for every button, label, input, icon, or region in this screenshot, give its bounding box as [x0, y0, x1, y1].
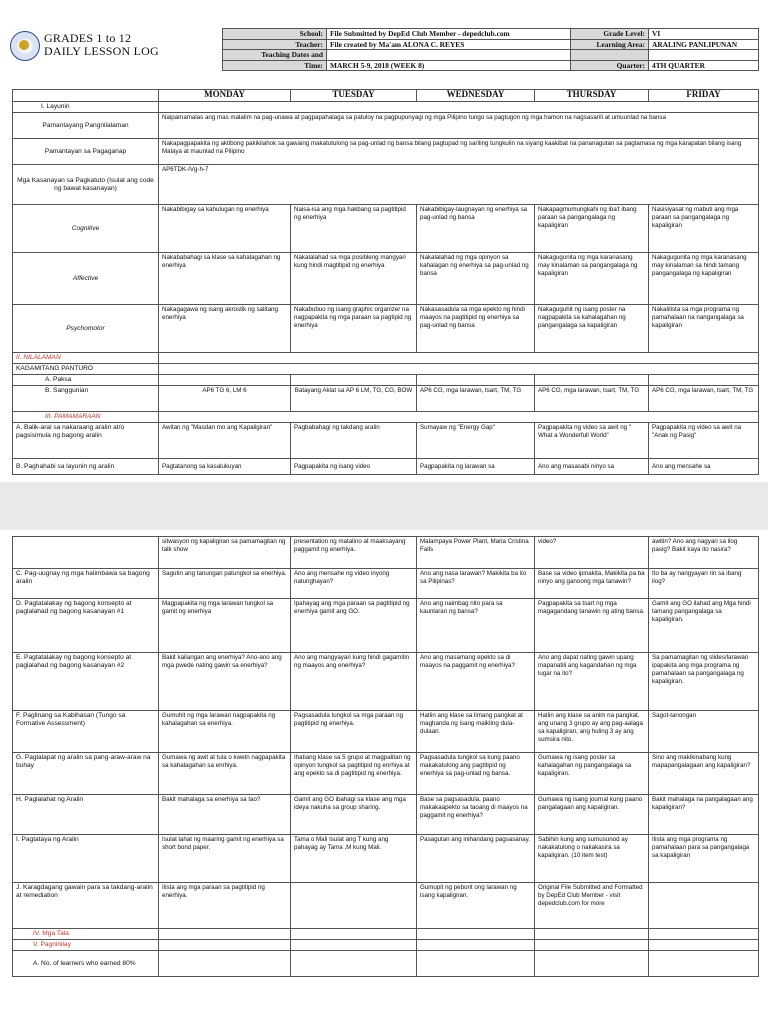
- paglalahat-thursday: Gumawa ng isang journal kung paano pangalagaan ang kapaligiran.: [535, 795, 649, 835]
- kasanayan-label: Mga Kasanayan sa Pagkatuto (Isulat ang code ng bawat kasanayan): [13, 165, 159, 205]
- grade-value: VI: [649, 29, 759, 40]
- affective-friday: Nakagugunita ng mga karanasang may kinalaman sa hindi tamang pangangalaga ng kapaligiran: [649, 253, 759, 305]
- kagamitang-panturo-heading: KAGAMITANG PANTURO: [13, 364, 159, 375]
- takdang-aralin-thursday: Original File Submitted and Formatted by DepEd Club Member - visit depedclub.com for more: [535, 883, 649, 929]
- pag-uugnay-monday: Sagutin ang tanungan patungkol sa enerhiya.: [159, 569, 291, 599]
- page-2: [0, 530, 768, 1024]
- paglinang-thursday: Hatiin ang klase sa anim na pangkat, ang unang 3 grupo ay ang pag-aalaga sa kapaligiran, ang huling 3 ay ang sumsira nito.: [535, 711, 649, 753]
- nilalaman-heading: II. NILALAMAN: [13, 353, 159, 364]
- affective-wednesday: Nakalalahad ng mga opinyon sa kahalagan ng enerhiya sa pag-unlad ng bansa: [417, 253, 535, 305]
- pagtataya-label: I. Pagtataya ng Aralin: [13, 835, 159, 883]
- pagtatalakay-1-tuesday: Ipahayag ang mga paraan sa pagtitipid ng enerhiya gamit ang GO.: [291, 599, 417, 653]
- quarter-label: Quarter:: [571, 60, 649, 71]
- paglalahat-monday: Bakit mahalaga sa enerhiya sa tao?: [159, 795, 291, 835]
- cognitive-friday: Nasisiyasat ng mabuti ang mga paraan sa pangangalaga ng kapaligiran: [649, 205, 759, 253]
- day-friday: FRIDAY: [649, 90, 759, 102]
- paglalahat-wednesday: Base sa pagsasadula, paano makakaapekto sa taoang di maayos na paggamit ng enerhiya?: [417, 795, 535, 835]
- pagtatalakay-2-wednesday: Ano ang masamang epekto sa di maayos na paggamit ng enerhiya?: [417, 653, 535, 711]
- paghahabi-label: B. Paghahabi sa layunin ng aralin: [13, 459, 159, 475]
- balik-aral-friday: Pagpapakita ng video sa awit na "Anak ng Pasig": [649, 423, 759, 459]
- balik-aral-tuesday: Pagbabahagi ng takdang aralin: [291, 423, 417, 459]
- sanggunian-monday: AP6 TG 6, LM 6: [159, 386, 291, 412]
- quarter-value: 4TH QUARTER: [649, 60, 759, 71]
- title-line-2: DAILY LESSON LOG: [44, 44, 159, 58]
- layunin-label: I. Layunin: [13, 102, 159, 113]
- pag-uugnay-wednesday: Ano ang nasa larawan? Makikita ba ito sa Pilipinas?: [417, 569, 535, 599]
- paglalahat-friday: Bakit mahalaga na pangalagaan ang kapaligiran?: [649, 795, 759, 835]
- day-tuesday: TUESDAY: [291, 90, 417, 102]
- cognitive-monday: Nakabibigay sa kahulugan ng enerhiya: [159, 205, 291, 253]
- title-line-1: GRADES 1 to 12: [44, 31, 132, 45]
- pagninilay-heading: V. Pagninilay: [13, 940, 159, 951]
- sanggunian-tuesday: Batayang Aklat sa AP 6 LM, TG, CG, BOW: [291, 386, 417, 412]
- takdang-aralin-tuesday: [291, 883, 417, 929]
- paglinang-friday: Sagot-tanongan: [649, 711, 759, 753]
- psychomotor-wednesday: Nakasasadula sa mga epekto ng hindi maayos na pagtitipid ng enerhiya sa pag-unlad ng bansa: [417, 305, 535, 353]
- day-wednesday: WEDNESDAY: [417, 90, 535, 102]
- sanggunian-friday: AP6 CG, mga larawan, tsart, TM, TG: [649, 386, 759, 412]
- pag-uugnay-tuesday: Ano ang mensahe ng video inyong natunghayan?: [291, 569, 417, 599]
- paghahabi-thursday: Ano ang masasabi ninyo sa: [535, 459, 649, 475]
- psychomotor-monday: Nakagagawa ng isang akrostik ng salitang enerhiya: [159, 305, 291, 353]
- deped-seal-icon: [10, 31, 40, 61]
- affective-label: Affective: [13, 253, 159, 305]
- affective-thursday: Nakagugunita ng mga karanasang may kinalaman sa pangangalaga ng kapaligiran: [535, 253, 649, 305]
- balik-aral-monday: Awitan ng "Masdan mo ang Kapaligiran": [159, 423, 291, 459]
- paghahabi-wednesday-cont: Malampaya Power Plant, Maria Cristina Falls: [417, 537, 535, 569]
- area-label: Learning Area:: [571, 39, 649, 50]
- grade-label: Grade Level:: [571, 29, 649, 40]
- paglinang-wednesday: Hatiin ang klase sa limang pangkat at maghanda ng isang maikling dula-dulaan.: [417, 711, 535, 753]
- paghahabi-thursday-cont: video?: [535, 537, 649, 569]
- paghahabi-friday-cont: awitin? Ano ang nagyari sa ilog pasig? Bakit kaya ito nasira?: [649, 537, 759, 569]
- pagtatalakay-2-tuesday: Ano ang mangyayari kung hindi gagamitin ng maayos ang enerhiya?: [291, 653, 417, 711]
- takdang-aralin-wednesday: Gumupit ng peborit ong larawan ng isang kapaligiran.: [417, 883, 535, 929]
- paglalahat-tuesday: Gamit ang GO ibahagi sa klase ang mga ideya nakuha sa group sharing.: [291, 795, 417, 835]
- pagtatalakay-2-thursday: Ano ang dapat nating gawin upang mapanatili ang kagandahan ng mga lugar na ito?: [535, 653, 649, 711]
- lesson-log-table-page-1: [12, 89, 759, 475]
- psychomotor-thursday: Nakaguguhit ng isang poster na nagpapakita sa kahalagahan ng pangangalaga sa kapaligiran: [535, 305, 649, 353]
- sanggunian-wednesday: AP6 CG, mga larawan, tsart, TM, TG: [417, 386, 535, 412]
- paglalapat-thursday: Gumawa ng isang poster sa kahalagahan ng pangangalaga sa kapaligiran.: [535, 753, 649, 795]
- cognitive-thursday: Nakapagmumungkahi ng iba't ibang paraan sa pangangalaga ng kapaligiran: [535, 205, 649, 253]
- paglalapat-friday: Sino ang makikinabang kung mapapangalagaan ang kapaligiran?: [649, 753, 759, 795]
- psychomotor-label: Psychomotor: [13, 305, 159, 353]
- affective-tuesday: Nakalalahad sa mga posibleng mangyari kung hindi magtitipid ng enerhiya: [291, 253, 417, 305]
- page-gap: [0, 482, 768, 530]
- paglinang-tuesday: Pagsasadula tungkol sa mga paraan ng pagtitipid ng enerhiya.: [291, 711, 417, 753]
- pagtatalakay-1-thursday: Pagpapakita sa tsart ng mga magagandang tanawin ng ating bansa.: [535, 599, 649, 653]
- page-1: [0, 0, 768, 482]
- dates-value: MARCH 5-9, 2018 (WEEK 8): [327, 60, 571, 71]
- pag-uugnay-label: C. Pag-uugnay ng mga halimbawa sa bagong aralin: [13, 569, 159, 599]
- paghahabi-friday: Ano ang mensahe sa: [649, 459, 759, 475]
- time-label: Time:: [223, 60, 327, 71]
- paglinang-label: F. Paglinang sa Kabihasan (Tungo sa Formative Assessment): [13, 711, 159, 753]
- pagtatalakay-1-label: D. Pagtatalakay ng bagong konsepto at paglalahad ng bagong kasanayan #1: [13, 599, 159, 653]
- pagtatalakay-1-monday: Magpapakita ng mga larawan tungkol sa gamit ng enerhiya: [159, 599, 291, 653]
- pag-uugnay-friday: Ito ba ay nangyayari rin sa ibang ilog?: [649, 569, 759, 599]
- paghahabi-monday-cont: sitwasyon ng kapaligiran sa pamamagitan ng talk show: [159, 537, 291, 569]
- area-value: ARALING PANLIPUNAN: [649, 39, 759, 50]
- pamamaraan-heading: III. PAMAMARAAN: [13, 412, 159, 423]
- teacher-value: File created by Ma'am ALONA C. REYES: [327, 39, 571, 50]
- paghahabi-tuesday-cont: presentation ng matalino at maaksayang paggamit ng enerhiya.: [291, 537, 417, 569]
- day-thursday: THURSDAY: [535, 90, 649, 102]
- paglalapat-wednesday: Pagsasadula tungkol sa kung paano makakatulong ang pagtitipid ng enerhiya sa pag-unlad ng bansa.: [417, 753, 535, 795]
- paglalahat-label: H. Paglalahat ng Aralin: [13, 795, 159, 835]
- pamantayang-pangnilalaman-text: Naipamamalas ang mas malalim na pag-unawa at pagpapahalaga sa patuloy na pagpupunyagi ng mga Pilipino tungo sa pagtugon ng mga hamon na nagsasarili at umuunlad na bansa: [159, 113, 759, 139]
- school-label: School:: [223, 29, 327, 40]
- paghahabi-tuesday: Pagpapakita ng isang video: [291, 459, 417, 475]
- cognitive-label: Cognitive: [13, 205, 159, 253]
- pag-uugnay-thursday: Base sa video ipinakita, Makikita pa ba ninyo ang ganoong mga tanawin?: [535, 569, 649, 599]
- pagtatalakay-1-friday: Gamit ang GO ilahad ang Mga hindi tamang pangangalaga sa kapaligiran.: [649, 599, 759, 653]
- pagtatalakay-1-wednesday: Ano ang naimbag nito para sa kaunlaran ng bansa?: [417, 599, 535, 653]
- takdang-aralin-monday: Ilista ang mga paraan sa pagtitipid ng enerhiya.: [159, 883, 291, 929]
- pagtatalakay-2-monday: Bakit kailangan ang enerhiya? Ano-ano ang mga pwede nating gawin sa enerhiya?: [159, 653, 291, 711]
- lesson-log-table-page-2: [12, 536, 759, 977]
- paghahabi-wednesday: Pagpapakita ng larawan sa: [417, 459, 535, 475]
- pagtataya-tuesday: Tama o Mali Isulat ang T kung ang pahayag ay Tama ,M kung Mali.: [291, 835, 417, 883]
- pagtataya-monday: Isulat lahat ng maaring gamit ng enerhiya sa short bond paper.: [159, 835, 291, 883]
- pamantayan-sa-pagaganap-label: Pamantayan sa Pagaganap: [13, 139, 159, 165]
- psychomotor-tuesday: Nakabubuo ng isang graphic organizer na nagpapakita ng mga paraan sa pagtipid ng enerhiya: [291, 305, 417, 353]
- learners-80-label: A. No. of learners who earned 80%: [13, 951, 159, 977]
- balik-aral-label: A. Balik-aral sa nakaraang aralin at/o pagsisimula ng bagong aralin: [13, 423, 159, 459]
- kasanayan-code: AP6TDK-IVg-h-7: [159, 165, 759, 205]
- takdang-aralin-label: J. Karagdagang gawain para sa takdang-aralin at remediation: [13, 883, 159, 929]
- paksa-label: A. Paksa: [13, 375, 159, 386]
- affective-monday: Nakababahagi sa klase sa kahalagahan ng enerhiya: [159, 253, 291, 305]
- document-title: [44, 32, 159, 58]
- takdang-aralin-friday: [649, 883, 759, 929]
- paglalapat-label: G. Paglalapat ng aralin sa pang-araw-araw na buhay: [13, 753, 159, 795]
- pagtataya-wednesday: Pasagutan ang inihandang pagsasanay.: [417, 835, 535, 883]
- psychomotor-friday: Nakalilista sa mga programa ng pamahalaan na nangangalaga sa kapaligiran: [649, 305, 759, 353]
- pagtatalakay-2-label: E. Pagtatalakay ng bagong konsepto at paglalahad ng bagong kasanayan #2: [13, 653, 159, 711]
- header-info-table: [222, 28, 759, 71]
- cognitive-tuesday: Naisa-isa ang mga hakbang sa pagtitipid ng enerhiya: [291, 205, 417, 253]
- pagtataya-friday: Ilista ang mga programa ng pamahalaan para sa pangangalaga sa kapaligiran: [649, 835, 759, 883]
- pagtataya-thursday: Sabihin kung ang sumusunod ay nakakatulong o nakakasira sa kapaligiran. (10 item test): [535, 835, 649, 883]
- dates-label: Teaching Dates and: [223, 50, 327, 61]
- pamantayan-sa-pagaganap-text: Nakapagpapakita ng aktibong pakikilahok sa gawaing makatutulong sa pag-unlad ng bansa bilang pagtupad ng sariling tungkulin na siyang kaakibat na pananagutan sa pagtamasa ng mga karapatan bilang isang Malaya at maunlad na Pilipino: [159, 139, 759, 165]
- paglalapat-monday: Gumawa ng awit at tula o kwetn nagpapakita sa kahalagahan sa enrhiya.: [159, 753, 291, 795]
- paglinang-monday: Gumuhit ng mga larawan nagpapakita ng kahalagahan sa enerhiya.: [159, 711, 291, 753]
- paglalapat-tuesday: Ihatiang klase sa 5 grupo at magpalitan ng opinyon tungkol sa pagtitipid ng enrhiya at ang epekto sa di pagtitipid ng enerhiya.: [291, 753, 417, 795]
- cognitive-wednesday: Nakabibigay-laugnayan ng enerhiya sa pag-unlad ng bansa: [417, 205, 535, 253]
- balik-aral-wednesday: Sumayaw ng "Energy Gap": [417, 423, 535, 459]
- sanggunian-thursday: AP6 CG, mga larawan, tsart, TM, TG: [535, 386, 649, 412]
- paghahabi-monday: Pagtatanong sa kasalukuyan: [159, 459, 291, 475]
- school-value: File Submitted by DepEd Club Member - depedclub.com: [327, 29, 571, 40]
- teacher-label: Teacher:: [223, 39, 327, 50]
- balik-aral-thursday: Pagpapakita ng video sa awit ng " What a Wonderfull World": [535, 423, 649, 459]
- mga-tala-heading: IV. Mga Tala: [13, 929, 159, 940]
- pamantayang-pangnilalaman-label: Pamantayang Pangnilalaman: [13, 113, 159, 139]
- dll-header: [10, 28, 760, 74]
- pagtatalakay-2-friday: Sa pamamagitan ng slides/larawan ipapakita ang mga programa ng pamahalaan sa pangangalaga ng kapaligiran.: [649, 653, 759, 711]
- day-monday: MONDAY: [159, 90, 291, 102]
- sanggunian-label: B. Sanggunian: [13, 386, 159, 412]
